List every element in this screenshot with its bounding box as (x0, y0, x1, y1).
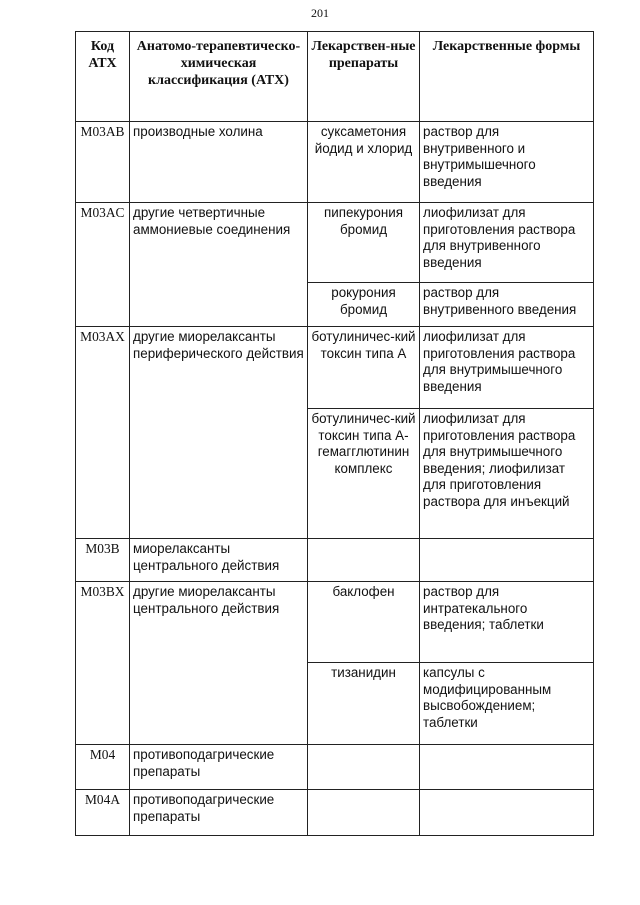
table-row (76, 790, 594, 836)
atx-code-cell: M03AB (76, 122, 130, 203)
table-row (76, 327, 594, 409)
atx-code-cell: M04A (76, 790, 130, 836)
atx-table (75, 31, 594, 836)
classification-cell: противоподагрические препараты (130, 790, 308, 836)
atx-code-cell: M03B (76, 539, 130, 582)
classification-cell: другие миорелаксанты периферического действия (130, 327, 308, 539)
form-cell: раствор для внутривенного и внутримышечного введения (420, 122, 594, 203)
atx-code-cell: M04 (76, 745, 130, 790)
form-cell (420, 790, 594, 836)
drug-cell: пипекурония бромид (308, 203, 420, 283)
drug-cell: тизанидин (308, 663, 420, 745)
page-number: 201 (311, 6, 329, 20)
header-drugs: Лекарствен-ные препараты (308, 32, 420, 122)
drug-cell: баклофен (308, 582, 420, 663)
classification-cell: миорелаксанты центрального действия (130, 539, 308, 582)
drug-cell: ботулиничес-кий токсин типа А (308, 327, 420, 409)
form-cell: лиофилизат для приготовления раствора для внутримышечного введения; лиофилизат для приготовления раствора для инъекций (420, 409, 594, 539)
classification-cell: противоподагрические препараты (130, 745, 308, 790)
atx-code-cell: M03AC (76, 203, 130, 327)
drug-cell (308, 790, 420, 836)
header-code: Код АТХ (76, 32, 130, 122)
table-row (76, 203, 594, 283)
header-classification: Анатомо-терапевтическо-химическая классификация (АТХ) (130, 32, 308, 122)
drug-cell: рокурония бромид (308, 283, 420, 327)
drug-cell: ботулиничес-кий токсин типа А-гемагглютинин комплекс (308, 409, 420, 539)
atx-code-cell: M03AX (76, 327, 130, 539)
form-cell: капсулы с модифицированным высвобождением; таблетки (420, 663, 594, 745)
classification-cell: другие четвертичные аммониевые соединения (130, 203, 308, 327)
table-row (76, 539, 594, 582)
table-row (76, 122, 594, 203)
table-row (76, 582, 594, 663)
form-cell: раствор для внутривенного введения (420, 283, 594, 327)
form-cell (420, 745, 594, 790)
form-cell: раствор для интратекального введения; таблетки (420, 582, 594, 663)
form-cell: лиофилизат для приготовления раствора для внутривенного введения (420, 203, 594, 283)
drug-cell (308, 539, 420, 582)
atx-code-cell: M03BX (76, 582, 130, 745)
form-cell (420, 539, 594, 582)
table-row (76, 745, 594, 790)
classification-cell: другие миорелаксанты центрального действия (130, 582, 308, 745)
drug-cell: суксаметония йодид и хлорид (308, 122, 420, 203)
classification-cell: производные холина (130, 122, 308, 203)
form-cell: лиофилизат для приготовления раствора для внутримышечного введения (420, 327, 594, 409)
header-row (76, 32, 594, 122)
header-forms: Лекарственные формы (420, 32, 594, 122)
drug-cell (308, 745, 420, 790)
